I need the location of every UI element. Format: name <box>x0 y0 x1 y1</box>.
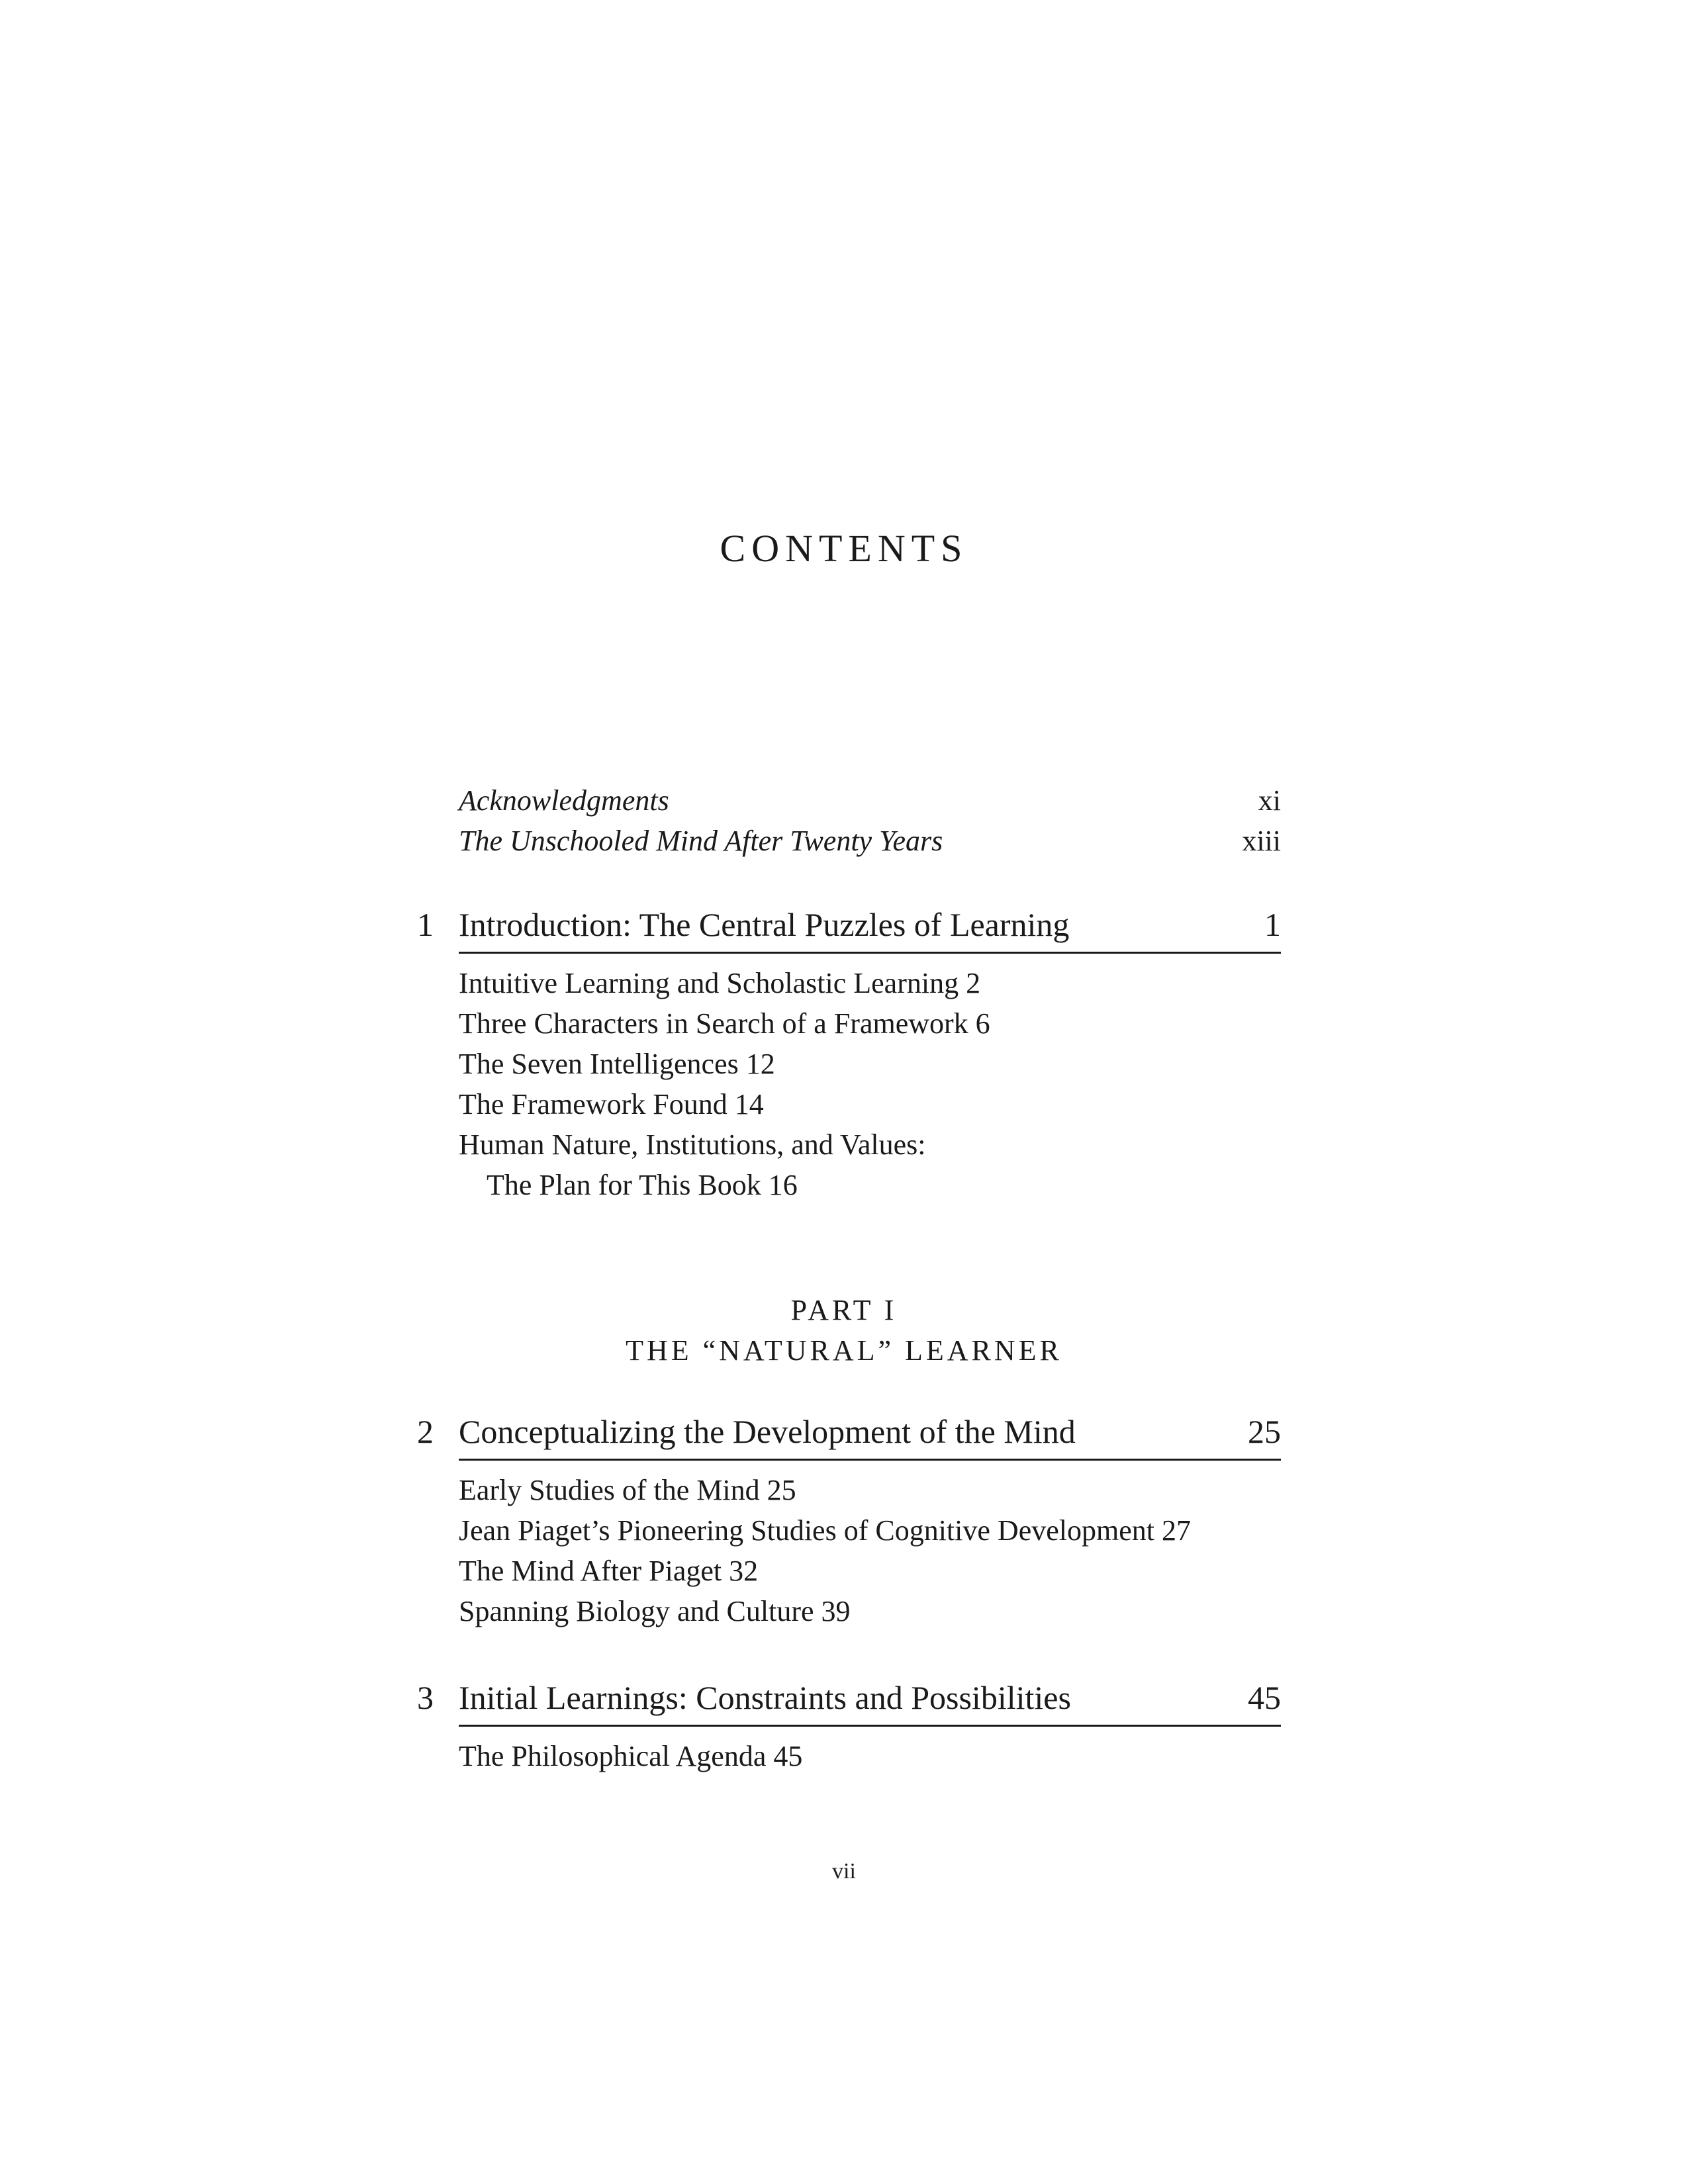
toc-entry-unschooled-mind[interactable] <box>459 821 1281 861</box>
toc-entry-title: The Unschooled Mind After Twenty Years <box>459 825 943 857</box>
toc-section[interactable]: Intuitive Learning and Scholastic Learning 2 <box>459 967 981 999</box>
part-label: PART I <box>790 1294 898 1326</box>
toc-section[interactable]: The Mind After Piaget 32 <box>459 1555 759 1587</box>
chapter-rule <box>459 952 1281 954</box>
chapter-page: 1 <box>1264 906 1281 943</box>
chapter-title: Conceptualizing the Development of the Mind <box>459 1413 1076 1450</box>
toc-section[interactable]: Three Characters in Search of a Framework 6 <box>459 1007 990 1040</box>
chapter-page: 25 <box>1248 1413 1281 1450</box>
toc-section-continuation[interactable]: The Plan for This Book 16 <box>487 1169 798 1201</box>
toc-section[interactable]: Human Nature, Institutions, and Values: <box>459 1128 926 1161</box>
chapter-number: 1 <box>417 906 434 943</box>
chapter-heading-3[interactable] <box>417 1674 1281 1721</box>
chapter-rule <box>459 1459 1281 1461</box>
page-folio: vii <box>832 1859 856 1884</box>
chapter-number: 2 <box>417 1413 434 1450</box>
toc-section[interactable]: The Philosophical Agenda 45 <box>459 1740 803 1772</box>
toc-entry-page: xiii <box>1242 825 1281 857</box>
part-title: THE “NATURAL” LEARNER <box>626 1334 1062 1367</box>
toc-entry-acknowledgments[interactable] <box>459 781 1281 821</box>
chapter-title: Introduction: The Central Puzzles of Learning <box>459 906 1070 943</box>
toc-section[interactable]: The Seven Intelligences 12 <box>459 1048 775 1080</box>
page-title: CONTENTS <box>720 527 968 570</box>
chapter-heading-2[interactable] <box>417 1408 1281 1455</box>
chapter-heading-1[interactable] <box>417 901 1281 948</box>
toc-entry-page: xi <box>1258 784 1281 817</box>
chapter-number: 3 <box>417 1679 434 1716</box>
toc-section[interactable]: The Framework Found 14 <box>459 1088 764 1120</box>
toc-section[interactable]: Early Studies of the Mind 25 <box>459 1474 796 1506</box>
toc-section[interactable]: Jean Piaget’s Pioneering Studies of Cognitive Development 27 <box>459 1514 1191 1547</box>
chapter-rule <box>459 1725 1281 1727</box>
chapter-title: Initial Learnings: Constraints and Possibilities <box>459 1679 1071 1716</box>
toc-section[interactable]: Spanning Biology and Culture 39 <box>459 1595 851 1627</box>
toc-entry-title: Acknowledgments <box>459 784 669 817</box>
chapter-page: 45 <box>1248 1679 1281 1716</box>
